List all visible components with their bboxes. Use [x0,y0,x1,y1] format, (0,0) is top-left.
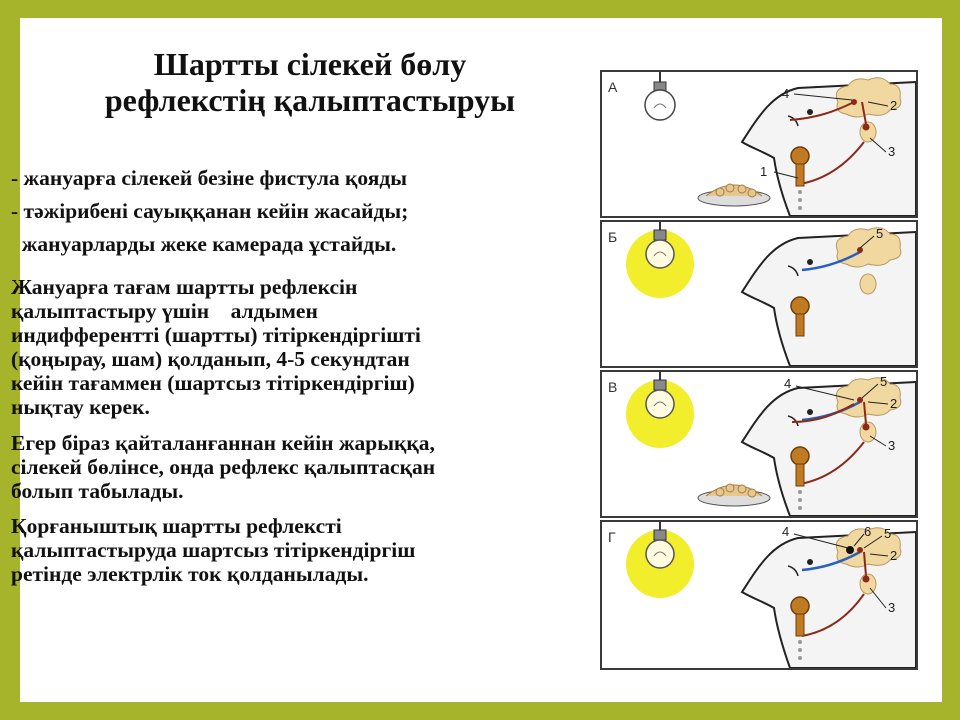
paragraph-line: Жануарға тағам шартты рефлексін [11,275,358,299]
label-4: 4 [782,86,790,101]
label-5: 5 [880,374,888,389]
paragraph-line: (қоңырау, шам) қолданып, 4-5 секундтан [11,347,410,371]
label-1: 1 [760,164,768,179]
label-6: 6 [864,524,872,539]
panel-a [600,70,918,218]
paragraph-line: индифферентті (шартты) тітіркендіргішті [11,323,421,347]
paragraph-line: қалыптастыру үшін алдымен [11,299,318,323]
panel-v [600,370,918,518]
panel-letter: А [608,79,618,95]
label-2: 2 [890,548,898,563]
paragraph-line: болып табылады. [11,479,184,503]
bullet-item: жануарларды жеке камерада ұстайды. [11,232,397,256]
label-3: 3 [888,600,896,615]
bullet-item: - жануарға сілекей безіне фистула қояды [11,166,408,190]
label-4: 4 [782,524,790,539]
label-5: 5 [876,226,884,241]
lamp-off-icon [645,72,675,120]
lamp-on-icon [646,222,674,268]
label-4: 4 [784,376,792,391]
paragraph-line: кейін тағаммен (шартсыз тітіркендіргіш) [11,371,415,395]
paragraph-line: қалыптастыруда шартсыз тітіркендіргіш [11,538,416,562]
bullet-list [11,162,408,261]
label-3: 3 [888,438,896,453]
label-5: 5 [884,526,892,541]
paragraph-defensive [11,514,415,586]
slide [11,18,942,702]
lamp-on-icon [646,522,674,568]
panel-letter: В [608,379,618,395]
panel-letter: Г [608,529,616,545]
paragraph-line: сілекей бөлінсе, онда рефлекс қалыптасқан [11,455,436,479]
reflex-diagram [600,70,916,668]
paragraph-line: Қорғаныштық шартты рефлексті [11,514,342,538]
bullet-item: - тәжірибені сауыққанан кейін жасайды; [11,199,409,223]
label-2: 2 [890,396,898,411]
title-line-1: Шартты сілекей бөлу [153,46,467,82]
paragraph-line: нықтау керек. [11,395,150,419]
panel-letter: Б [608,229,618,245]
paragraph-line: ретінде электрлік ток қолданылады. [11,562,369,586]
panel-g [600,520,918,670]
label-3: 3 [888,144,896,159]
paragraph-result [11,431,435,503]
lamp-on-icon [646,372,674,418]
paragraph-line: Егер біраз қайталанғаннан кейін жарыққа, [11,431,435,455]
label-2: 2 [890,98,898,113]
paragraph-conditioning [11,275,421,419]
title-line-2: рефлекстің қалыптастыруы [104,82,516,118]
panel-b [600,220,918,368]
slide-title [50,46,570,118]
